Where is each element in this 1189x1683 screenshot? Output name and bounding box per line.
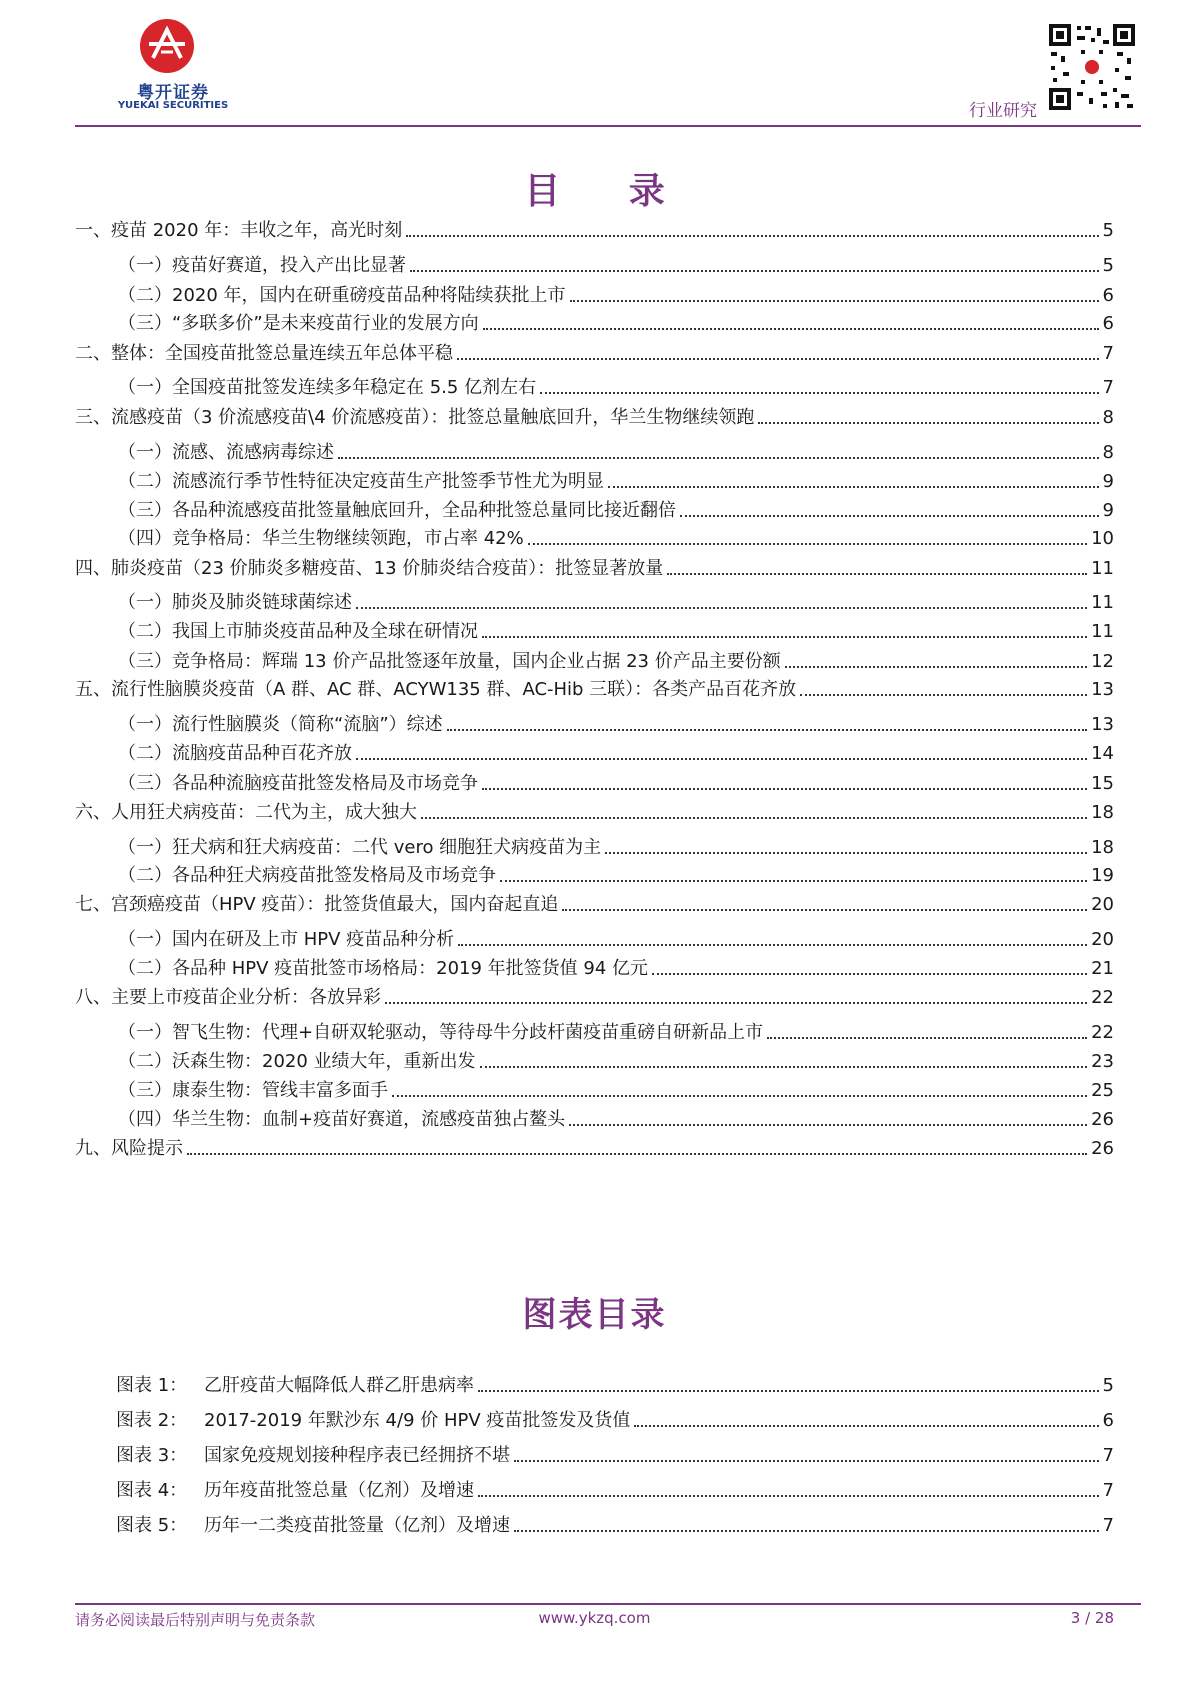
figure-entry[interactable] bbox=[116, 1373, 1114, 1397]
toc-entry-page: 5 bbox=[1102, 220, 1114, 241]
dot-leader bbox=[356, 607, 1087, 609]
toc-entry[interactable] bbox=[118, 835, 1114, 859]
dot-leader bbox=[447, 729, 1087, 731]
toc-entry-title: （三）各品种流感疫苗批签量触底回升，全品种批签总量同比接近翻倍 bbox=[118, 500, 676, 521]
toc-entry-title: 七、宫颈癌疫苗（HPV 疫苗）：批签货值最大，国内奋起直追 bbox=[75, 894, 559, 915]
dot-leader bbox=[410, 270, 1099, 272]
toc-entry-title: （二）各品种 HPV 疫苗批签市场格局：2019 年批签货值 94 亿元 bbox=[118, 958, 649, 979]
dot-leader bbox=[800, 694, 1087, 696]
dot-leader bbox=[652, 973, 1087, 975]
toc-entry-title: （一）疫苗好赛道，投入产出比显著 bbox=[118, 255, 406, 276]
dot-leader bbox=[514, 1530, 1099, 1532]
figure-entry-label: 图表 3： bbox=[116, 1445, 188, 1466]
toc-entry-page: 15 bbox=[1091, 773, 1114, 794]
toc-entry[interactable] bbox=[75, 985, 1114, 1009]
toc-entry[interactable] bbox=[118, 1078, 1114, 1102]
toc-entry-page: 7 bbox=[1102, 377, 1114, 398]
dot-leader bbox=[458, 944, 1087, 946]
logo-chinese-name: 粤开证券 bbox=[137, 83, 209, 103]
dot-leader bbox=[500, 880, 1087, 882]
toc-entry[interactable] bbox=[118, 619, 1114, 643]
dot-leader bbox=[608, 486, 1099, 488]
toc-entry-title: （一）全国疫苗批签发连续多年稳定在 5.5 亿剂左右 bbox=[118, 377, 537, 398]
toc-entry[interactable] bbox=[75, 1136, 1114, 1160]
figure-entry-page: 6 bbox=[1102, 1410, 1114, 1431]
toc-entry-page: 9 bbox=[1102, 471, 1114, 492]
dot-leader bbox=[767, 1037, 1087, 1039]
toc-entry-page: 11 bbox=[1091, 558, 1114, 579]
dot-leader bbox=[758, 422, 1098, 424]
figure-entry-page: 7 bbox=[1102, 1480, 1114, 1501]
dot-leader bbox=[338, 457, 1099, 459]
toc-entry-title: （二）2020 年，国内在研重磅疫苗品种将陆续获批上市 bbox=[118, 285, 566, 306]
qr-code-icon bbox=[1047, 22, 1137, 112]
dot-leader bbox=[478, 1390, 1099, 1392]
toc-entry[interactable] bbox=[118, 253, 1114, 277]
toc-entry-title: （一）国内在研及上市 HPV 疫苗品种分析 bbox=[118, 929, 455, 950]
toc-entry-page: 6 bbox=[1102, 285, 1114, 306]
footer-disclaimer[interactable]: 请务必阅读最后特别声明与免责条款 bbox=[75, 1611, 316, 1629]
dot-leader bbox=[605, 852, 1087, 854]
figure-entry-title: 2017-2019 年默沙东 4/9 价 HPV 疫苗批签发及货值 bbox=[204, 1410, 631, 1431]
page-header bbox=[75, 0, 1141, 125]
figure-entry-page: 7 bbox=[1102, 1445, 1114, 1466]
toc-entry-page: 11 bbox=[1091, 621, 1114, 642]
toc-entry-page: 22 bbox=[1091, 987, 1114, 1008]
dot-leader bbox=[480, 1066, 1088, 1068]
figure-entry[interactable] bbox=[116, 1513, 1114, 1537]
toc-entry-page: 6 bbox=[1102, 313, 1114, 334]
toc-entry[interactable] bbox=[118, 498, 1114, 522]
figure-entry-page: 5 bbox=[1102, 1375, 1114, 1396]
figure-entry[interactable] bbox=[116, 1408, 1114, 1432]
toc-entry-page: 8 bbox=[1102, 407, 1114, 428]
dot-leader bbox=[187, 1153, 1087, 1155]
dot-leader bbox=[406, 235, 1098, 237]
figure-entry-page: 7 bbox=[1102, 1515, 1114, 1536]
toc-entry-title: 八、主要上市疫苗企业分析：各放异彩 bbox=[75, 987, 381, 1008]
toc-entry-page: 25 bbox=[1091, 1080, 1114, 1101]
toc-entry-title: 四、肺炎疫苗（23 价肺炎多糖疫苗、13 价肺炎结合疫苗）：批签显著放量 bbox=[75, 558, 664, 579]
toc-entry-page: 9 bbox=[1102, 500, 1114, 521]
dot-leader bbox=[482, 636, 1087, 638]
logo-icon bbox=[139, 18, 195, 74]
toc-entry-title: （二）沃森生物：2020 业绩大年，重新出发 bbox=[118, 1051, 476, 1072]
toc-entry-page: 12 bbox=[1091, 651, 1114, 672]
toc-entry[interactable] bbox=[118, 1020, 1114, 1044]
dot-leader bbox=[528, 543, 1087, 545]
toc-entry-page: 20 bbox=[1091, 929, 1114, 950]
toc-entry-title: （三）竞争格局：辉瑞 13 价产品批签逐年放量，国内企业占据 23 价产品主要份额 bbox=[118, 651, 781, 672]
toc-title: 目 录 bbox=[524, 170, 693, 212]
toc-entry[interactable] bbox=[75, 341, 1114, 365]
toc-entry-page: 18 bbox=[1091, 802, 1114, 823]
toc-entry[interactable] bbox=[118, 440, 1114, 464]
toc-entry[interactable] bbox=[118, 712, 1114, 736]
toc-entry-title: （一）流感、流感病毒综述 bbox=[118, 442, 334, 463]
toc-entry[interactable] bbox=[75, 800, 1114, 824]
toc-entry[interactable] bbox=[118, 283, 1114, 307]
figure-entry[interactable] bbox=[116, 1443, 1114, 1467]
figure-entry-label: 图表 4： bbox=[116, 1480, 188, 1501]
dot-leader bbox=[540, 392, 1098, 394]
dot-leader bbox=[514, 1460, 1099, 1462]
dot-leader bbox=[570, 300, 1099, 302]
header-divider bbox=[75, 125, 1141, 127]
toc-entry-page: 14 bbox=[1091, 743, 1114, 764]
toc-entry-page: 26 bbox=[1091, 1138, 1114, 1159]
toc-entry[interactable] bbox=[75, 677, 1114, 701]
dot-leader bbox=[421, 817, 1087, 819]
toc-entry-title: （四）竞争格局：华兰生物继续领跑，市占率 42% bbox=[118, 528, 524, 549]
figure-entry[interactable] bbox=[116, 1478, 1114, 1502]
toc-entry[interactable] bbox=[118, 469, 1114, 493]
dot-leader bbox=[482, 788, 1087, 790]
figure-entry-title: 国家免疫规划接种程序表已经拥挤不堪 bbox=[204, 1445, 510, 1466]
toc-entry[interactable] bbox=[75, 892, 1114, 916]
footer-website[interactable]: www.ykzq.com bbox=[538, 1609, 651, 1627]
dot-leader bbox=[483, 328, 1099, 330]
toc-entry-page: 10 bbox=[1091, 528, 1114, 549]
page-number: 3 / 28 bbox=[1070, 1609, 1114, 1627]
toc-entry-title: 二、整体：全国疫苗批签总量连续五年总体平稳 bbox=[75, 343, 453, 364]
toc-entry-title: （三）“多联多价”是未来疫苗行业的发展方向 bbox=[118, 313, 479, 334]
toc-entry-title: （一）流行性脑膜炎（简称“流脑”）综述 bbox=[118, 714, 443, 735]
toc-entry-title: （一）狂犬病和狂犬病疫苗：二代 vero 细胞狂犬病疫苗为主 bbox=[118, 837, 602, 858]
dot-leader bbox=[457, 358, 1099, 360]
figure-entry-label: 图表 1： bbox=[116, 1375, 188, 1396]
toc-entry-page: 8 bbox=[1102, 442, 1114, 463]
toc-entry-title: （四）华兰生物：血制+疫苗好赛道，流感疫苗独占鳌头 bbox=[118, 1109, 566, 1130]
toc-entry-title: 五、流行性脑膜炎疫苗（A 群、AC 群、ACYW135 群、AC-Hib 三联）：各类产品百花齐放 bbox=[75, 679, 797, 700]
dot-leader bbox=[569, 1124, 1087, 1126]
toc-entry-title: （二）我国上市肺炎疫苗品种及全球在研情况 bbox=[118, 621, 478, 642]
toc-entry[interactable] bbox=[75, 556, 1114, 580]
dot-leader bbox=[385, 1002, 1087, 1004]
toc-entry[interactable] bbox=[118, 956, 1114, 980]
toc-entry-page: 5 bbox=[1102, 255, 1114, 276]
toc-entry-page: 22 bbox=[1091, 1022, 1114, 1043]
toc-entry-title: （三）各品种流脑疫苗批签发格局及市场竞争 bbox=[118, 773, 478, 794]
footer-divider bbox=[75, 1603, 1141, 1605]
dot-leader bbox=[478, 1495, 1099, 1497]
toc-entry-page: 18 bbox=[1091, 837, 1114, 858]
toc-entry-page: 26 bbox=[1091, 1109, 1114, 1130]
toc-entry-title: 六、人用狂犬病疫苗：二代为主，成大独大 bbox=[75, 802, 417, 823]
toc-entry[interactable] bbox=[75, 405, 1114, 429]
toc-entry[interactable] bbox=[118, 927, 1114, 951]
toc-entry-page: 21 bbox=[1091, 958, 1114, 979]
report-category-tag: 行业研究 bbox=[969, 101, 1037, 121]
dot-leader bbox=[680, 515, 1099, 517]
figure-entry-title: 历年一二类疫苗批签量（亿剂）及增速 bbox=[204, 1515, 510, 1536]
logo-english-name: YUEKAI SECURITIES bbox=[117, 100, 229, 111]
dot-leader bbox=[667, 573, 1087, 575]
toc-entry[interactable] bbox=[75, 218, 1114, 242]
toc-entry-page: 13 bbox=[1091, 679, 1114, 700]
toc-entry[interactable] bbox=[118, 649, 1114, 673]
toc-entry-title: （二）流感流行季节性特征决定疫苗生产批签季节性尤为明显 bbox=[118, 471, 604, 492]
toc-entry[interactable] bbox=[118, 375, 1114, 399]
toc-entry[interactable] bbox=[118, 741, 1114, 765]
dot-leader bbox=[392, 1095, 1087, 1097]
toc-entry[interactable] bbox=[118, 590, 1114, 614]
toc-entry[interactable] bbox=[118, 526, 1114, 550]
toc-entry-title: 三、流感疫苗（3 价流感疫苗\4 价流感疫苗）：批签总量触底回升，华兰生物继续领跑 bbox=[75, 407, 755, 428]
figure-entry-title: 历年疫苗批签总量（亿剂）及增速 bbox=[204, 1480, 474, 1501]
toc-entry-title: 九、风险提示 bbox=[75, 1138, 183, 1159]
toc-entry[interactable] bbox=[118, 863, 1114, 887]
toc-entry-title: 一、疫苗 2020 年：丰收之年，高光时刻 bbox=[75, 220, 403, 241]
dot-leader bbox=[562, 909, 1087, 911]
dot-leader bbox=[356, 758, 1087, 760]
toc-entry-page: 19 bbox=[1091, 865, 1114, 886]
toc-entry-title: （一）智飞生物：代理+自研双轮驱动，等待母牛分歧杆菌疫苗重磅自研新品上市 bbox=[118, 1022, 764, 1043]
dot-leader bbox=[634, 1425, 1098, 1427]
figure-entry-title: 乙肝疫苗大幅降低人群乙肝患病率 bbox=[204, 1375, 474, 1396]
toc-entry-page: 11 bbox=[1091, 592, 1114, 613]
dot-leader bbox=[785, 666, 1087, 668]
toc-entry[interactable] bbox=[118, 1049, 1114, 1073]
toc-entry-title: （一）肺炎及肺炎链球菌综述 bbox=[118, 592, 352, 613]
toc-entry-title: （二）各品种狂犬病疫苗批签发格局及市场竞争 bbox=[118, 865, 496, 886]
company-logo bbox=[103, 18, 253, 111]
toc-entry-page: 20 bbox=[1091, 894, 1114, 915]
toc-entry-page: 7 bbox=[1102, 343, 1114, 364]
toc-entry[interactable] bbox=[118, 311, 1114, 335]
toc-entry-page: 23 bbox=[1091, 1051, 1114, 1072]
figure-entry-label: 图表 5： bbox=[116, 1515, 188, 1536]
figure-entry-label: 图表 2： bbox=[116, 1410, 188, 1431]
toc-entry[interactable] bbox=[118, 771, 1114, 795]
toc-entry-title: （二）流脑疫苗品种百花齐放 bbox=[118, 743, 352, 764]
toc-entry-page: 13 bbox=[1091, 714, 1114, 735]
toc-entry[interactable] bbox=[118, 1107, 1114, 1131]
figure-list-title: 图表目录 bbox=[522, 1295, 667, 1335]
toc-entry-title: （三）康泰生物：管线丰富多面手 bbox=[118, 1080, 388, 1101]
